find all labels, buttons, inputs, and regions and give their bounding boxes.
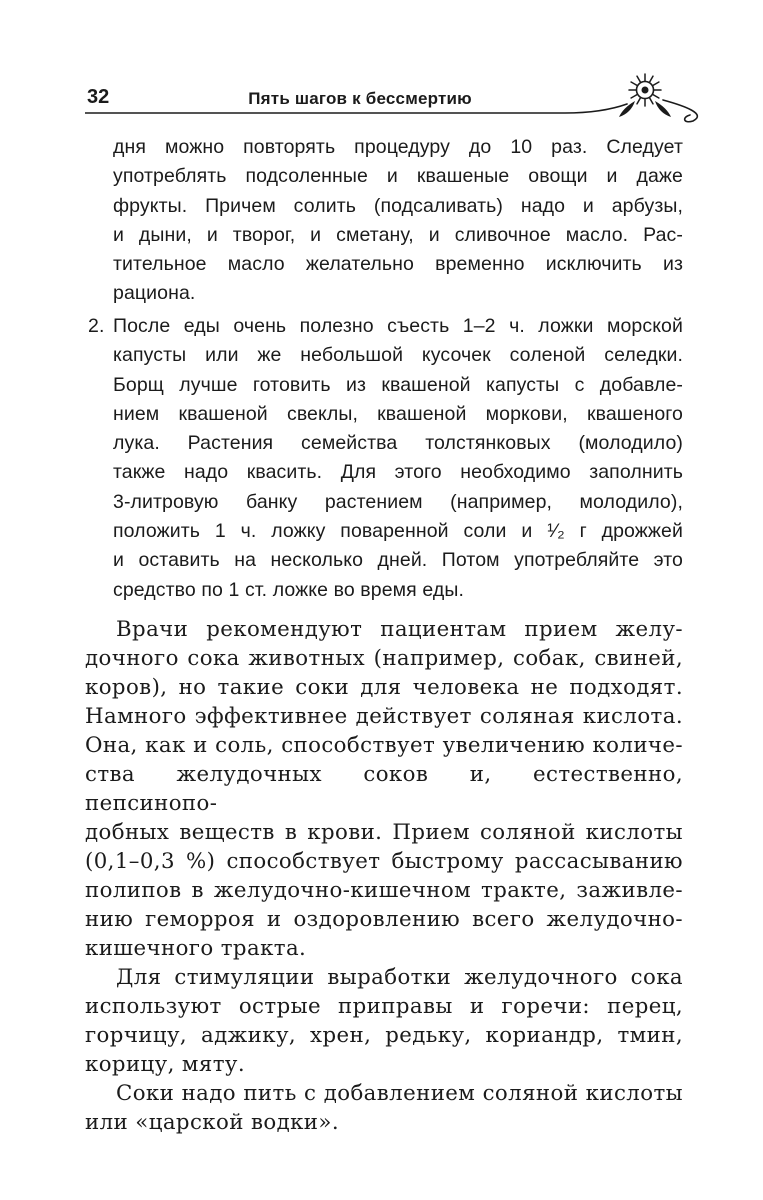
text-line: Борщ лучше готовить из квашеной капусты с добавле- [113,373,683,396]
list-item-2-marker: 2. [88,315,105,337]
paragraph-gastric-juice [85,615,683,963]
text-line: фрукты. Причем солить (подсаливать) надо и арбузы, [113,194,683,217]
body-text [85,615,683,1137]
text-line: нием квашеной свеклы, квашеной моркови, квашеного [113,402,683,425]
text-line: капусты или же небольшой кусочек соленой селедки. [113,344,683,367]
running-header-title: Пять шагов к бессмертию [248,89,472,108]
sunflower-ornament-icon [85,72,720,132]
text-line: дочного сока животных (например, собак, свиней, [85,646,683,671]
paragraph-juices [85,1079,683,1137]
text-line: 3-литровую банку растением (например, молодило), [113,490,683,513]
text-line: тительное масло желательно временно исключить из [113,253,683,276]
text-line: положить 1 ч. ложку поваренной соли и ¹⁄₂ г дрожжей [113,520,683,543]
paragraph-spices [85,963,683,1079]
text-line: и дыни, и творог, и сметану, и сливочное масло. Рас- [113,223,683,246]
text-line: горчицу, аджику, хрен, редьку, кориандр, тмин, [85,1023,683,1048]
text-line: употреблять подсоленные и квашеные овощи и даже [113,165,683,188]
list-item-2 [88,312,683,605]
text-line: нию геморроя и оздоровлению всего желудочно- [85,907,683,932]
text-line: После еды очень полезно съесть 1–2 ч. ложки морской [113,315,683,337]
text-line: Она, как и соль, способствует увеличению количе- [85,733,683,758]
text-line: кишечного тракта. [85,936,307,961]
text-line: (0,1–0,3 %) способствует быстрому рассасыванию [85,849,683,874]
text-line: или «царской водки». [85,1110,339,1135]
text-line: рациона. [113,282,196,305]
text-line: полипов в желудочно-кишечном тракте, заживле- [85,878,683,903]
text-line: Намного эффективнее действует соляная кислота. [85,704,683,729]
text-line: и оставить на несколько дней. Потом употребляйте это [113,549,683,572]
text-line: дня можно повторять процедуру до 10 раз. Следует [113,136,683,158]
text-line: используют острые приправы и горечи: перец, [85,994,683,1019]
text-line: Для стимуляции выработки желудочного сока [116,965,683,990]
text-line: Соки надо пить с добавлением соляной кислоты [116,1081,683,1106]
text-line: корицу, мяту. [85,1052,246,1077]
text-line: коров), но такие соки для человека не подходят. [85,675,683,700]
text-line: добных веществ в крови. Прием соляной кислоты [85,820,683,845]
text-line: средство по 1 ст. ложке во время еды. [113,578,464,601]
text-line: также надо квасить. Для этого необходимо заполнить [113,461,683,484]
text-line: лука. Растения семейства толстянковых (молодило) [113,432,683,455]
text-line: ства желудочных соков и, естественно, пепсинопо- [85,762,683,816]
page-number: 32 [87,86,110,108]
text-line: Врачи рекомендуют пациентам прием желу- [116,617,683,642]
list-item-2-text [113,312,683,605]
list-item-1-continuation [113,133,683,309]
